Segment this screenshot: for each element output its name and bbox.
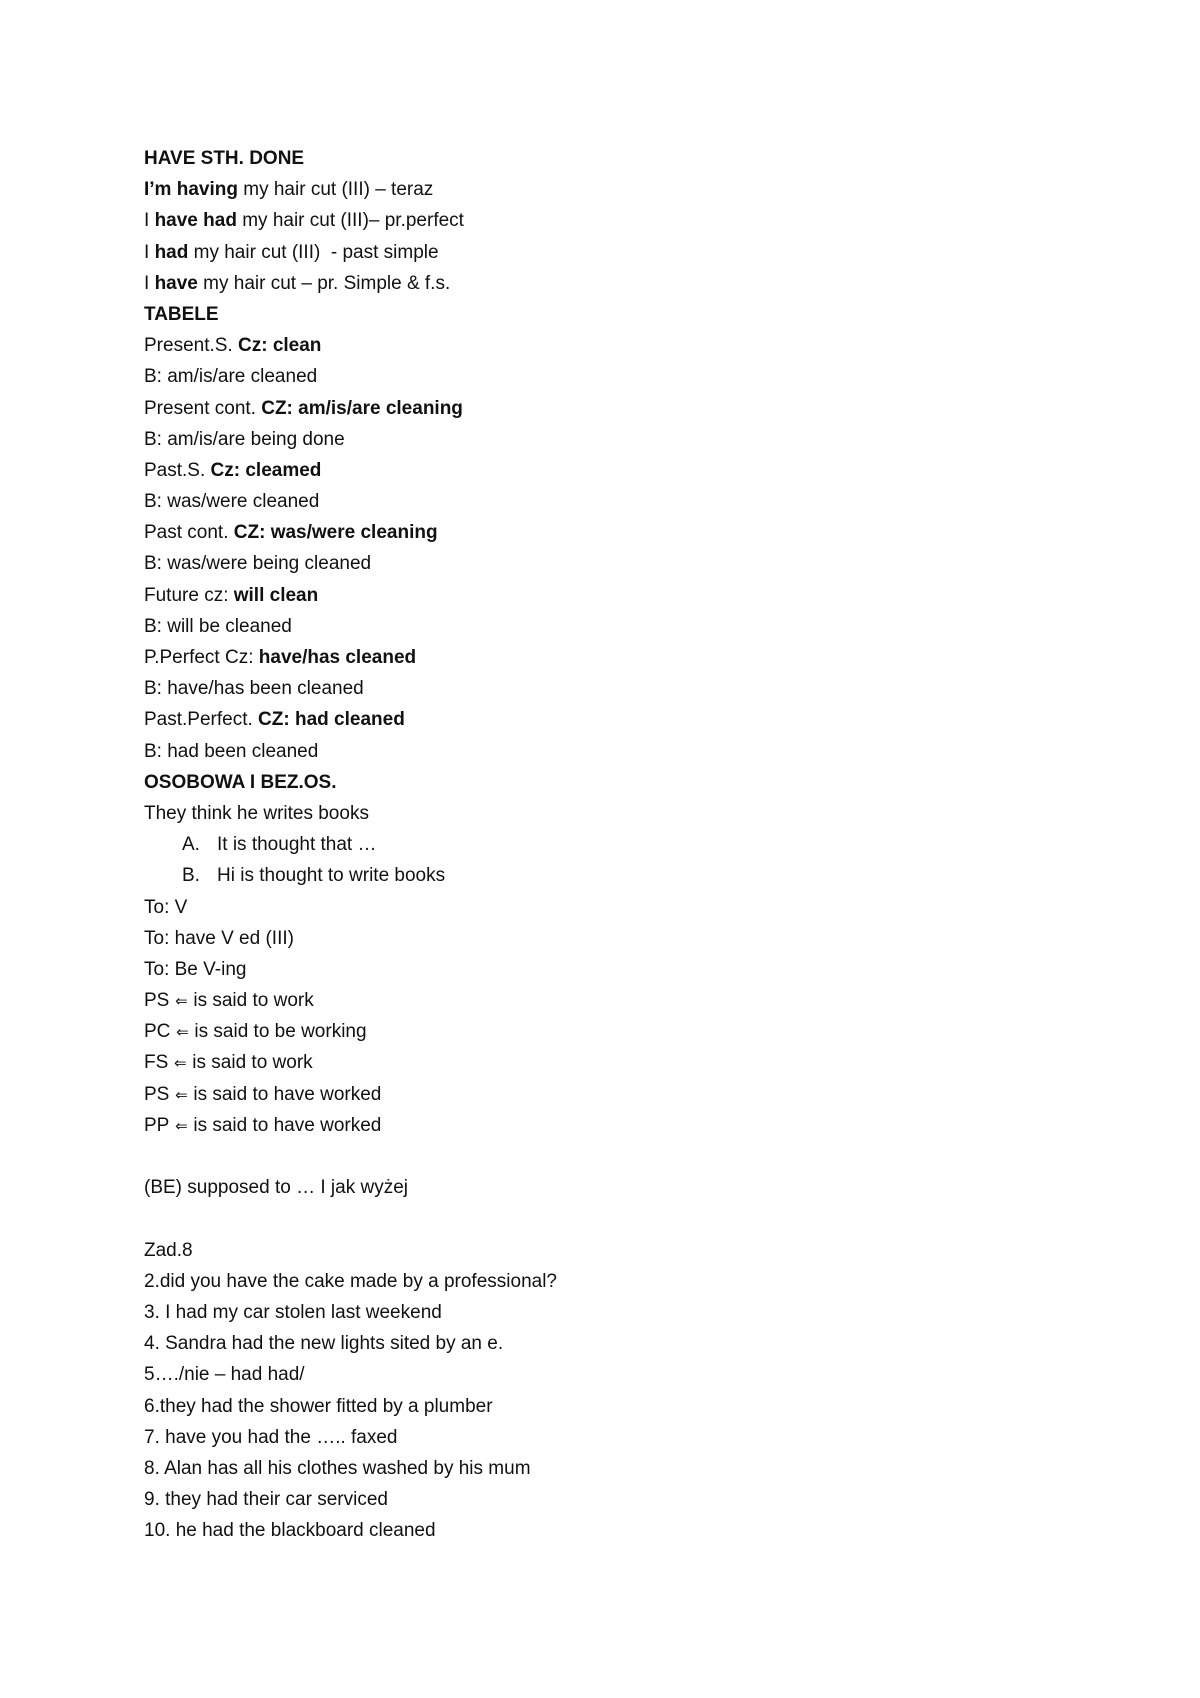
have-done-line: I have my hair cut – pr. Simple & f.s. bbox=[144, 272, 451, 294]
said-line: FS ⇐ is said to work bbox=[144, 1047, 557, 1078]
exercise-line: 3. I had my car stolen last weekend bbox=[144, 1301, 442, 1323]
said-line: PS ⇐ is said to work bbox=[144, 985, 557, 1016]
supposed-line: (BE) supposed to … I jak wyżej bbox=[144, 1177, 408, 1199]
heading-tabele: TABELE bbox=[144, 303, 219, 325]
tense-row: P.Perfect Cz: have/has cleaned bbox=[144, 647, 417, 668]
tense-row: B: had been cleaned bbox=[144, 740, 319, 762]
tense-row: B: have/has been cleaned bbox=[144, 678, 364, 700]
said-line: PC ⇐ is said to be working bbox=[144, 1016, 557, 1047]
tense-row: B: was/were being cleaned bbox=[144, 553, 372, 575]
have-done-line: I’m having my hair cut (III) – teraz bbox=[144, 179, 434, 201]
list-item: B. Hi is thought to write books bbox=[144, 860, 557, 891]
tense-row: Present cont. CZ: am/is/are cleaning bbox=[144, 397, 463, 419]
blank-line bbox=[144, 1141, 557, 1172]
infinitive-line: To: have V ed (III) bbox=[144, 927, 294, 949]
said-line: PP ⇐ is said to have worked bbox=[144, 1110, 557, 1141]
exercise-line: 6.they had the shower fitted by a plumber bbox=[144, 1395, 493, 1417]
tense-row: B: am/is/are being done bbox=[144, 428, 345, 450]
exercise-line: 4. Sandra had the new lights sited by an e. bbox=[144, 1333, 504, 1355]
list-marker: A. bbox=[182, 834, 200, 856]
tense-row: Past.S. Cz: cleamed bbox=[144, 459, 322, 481]
arrow-icon: ⇐ bbox=[175, 1117, 188, 1135]
infinitive-line: To: Be V-ing bbox=[144, 958, 247, 980]
have-done-line: I have had my hair cut (III)– pr.perfect bbox=[144, 210, 464, 232]
exercise-line: 8. Alan has all his clothes washed by his mum bbox=[144, 1457, 531, 1479]
heading-osobowa: OSOBOWA I BEZ.OS. bbox=[144, 771, 337, 793]
heading-zad: Zad.8 bbox=[144, 1239, 193, 1261]
tense-row: Present.S. Cz: clean bbox=[144, 335, 322, 357]
tense-row: Past.Perfect. CZ: had cleaned bbox=[144, 709, 405, 731]
tense-row: B: am/is/are cleaned bbox=[144, 366, 318, 388]
tense-row: B: will be cleaned bbox=[144, 615, 292, 637]
arrow-icon: ⇐ bbox=[173, 1055, 187, 1073]
list-marker: B. bbox=[182, 865, 200, 887]
blank-line bbox=[144, 1203, 557, 1234]
heading-have-sth-done: HAVE STH. DONE bbox=[144, 148, 305, 169]
list-item: A. It is thought that … bbox=[144, 829, 557, 860]
exercise-line: 9. they had their car serviced bbox=[144, 1489, 388, 1511]
osobowa-intro: They think he writes books bbox=[144, 802, 369, 824]
exercise-line: 5…./nie – had had/ bbox=[144, 1364, 305, 1386]
infinitive-line: To: V bbox=[144, 896, 188, 918]
tense-row: B: was/were cleaned bbox=[144, 491, 320, 513]
exercise-line: 2.did you have the cake made by a professional? bbox=[144, 1270, 557, 1292]
exercise-line: 10. he had the blackboard cleaned bbox=[144, 1520, 436, 1542]
have-done-line: I had my hair cut (III) - past simple bbox=[144, 241, 439, 263]
tense-row: Past cont. CZ: was/were cleaning bbox=[144, 522, 438, 544]
document-body bbox=[144, 143, 557, 1546]
tense-row: Future cz: will clean bbox=[144, 584, 319, 606]
arrow-icon: ⇐ bbox=[175, 993, 188, 1011]
arrow-icon: ⇐ bbox=[175, 1086, 188, 1104]
exercise-line: 7. have you had the ….. faxed bbox=[144, 1426, 398, 1448]
arrow-icon: ⇐ bbox=[176, 1024, 189, 1042]
said-line: PS ⇐ is said to have worked bbox=[144, 1079, 557, 1110]
